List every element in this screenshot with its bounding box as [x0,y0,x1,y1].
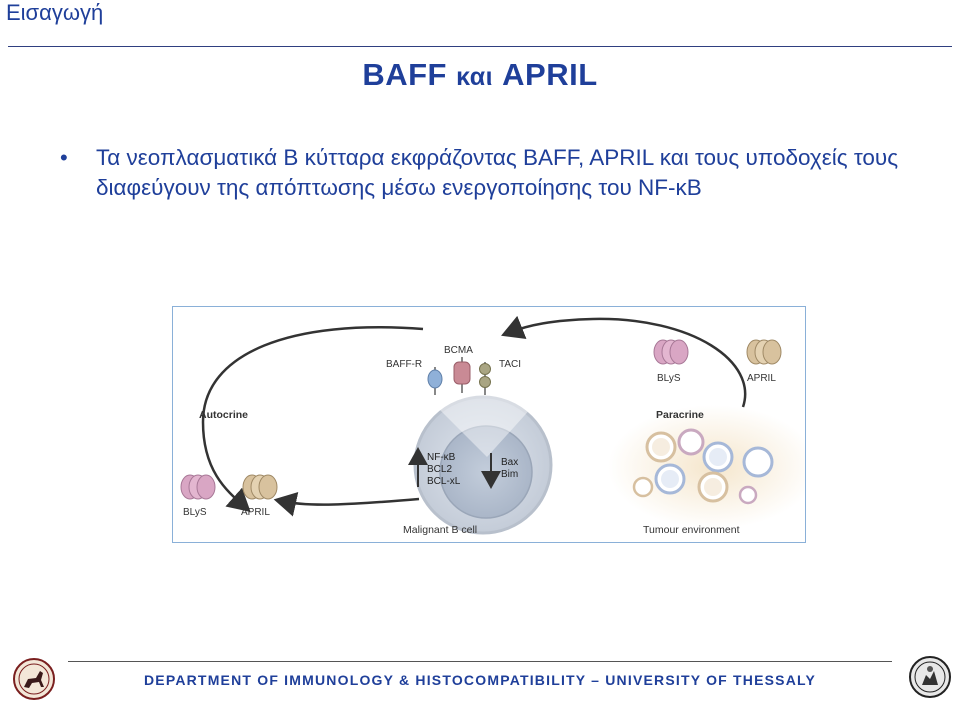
figure-diagram [173,307,805,542]
right-blys-label: BLyS [657,373,681,384]
baff-r-label: BAFF-R [386,359,423,370]
autocrine-arrow-return [281,499,419,505]
malignant-b-cell-label: Malignant B cell [403,524,478,536]
baff-april-figure [172,306,806,543]
left-april-label: APRIL [241,507,270,518]
bim-label: Bim [501,469,519,480]
bullet-dot-icon: • [60,145,68,170]
right-blys-trimer [654,340,688,364]
bcma-receptor [454,357,470,393]
slide-title [0,57,960,93]
title-part-1: BAFF [362,57,457,92]
taci-receptor [480,362,491,395]
title-part-3: APRIL [493,57,598,92]
autocrine-label: Autocrine [199,409,249,421]
bclxl-label: BCL-xL [427,476,461,487]
bax-label: Bax [501,457,519,468]
right-april-trimer [747,340,781,364]
footer-divider [68,661,892,662]
university-seal-icon [908,655,952,699]
title-part-2: και [456,63,494,91]
taci-label: TACI [499,359,522,370]
left-blys-trimer [181,475,215,499]
bullet-text: Τα νεοπλασματικά Β κύτταρα εκφράζοντας BAFF, APRIL και τους υποδοχείς τους διαφεύγουν της απόπτωσης μέσω ενεργοποίησης του NF-κB [96,145,899,200]
bcl2-label: BCL2 [427,464,453,475]
top-divider [8,46,952,47]
footer-department: DEPARTMENT OF IMMUNOLOGY & HISTOCOMPATIBILITY – UNIVERSITY OF THESSALY [143,672,817,688]
tumour-environment-label: Tumour environment [643,524,740,536]
bullet-item [60,143,920,203]
left-blys-label: BLyS [183,507,207,518]
right-april-label: APRIL [747,373,776,384]
paracrine-arrow [508,319,745,407]
baff-r-receptor [428,367,442,395]
paracrine-label: Paracrine [656,409,704,421]
bcma-label: BCMA [444,345,473,356]
nfkb-label: NF-κB [427,452,456,463]
section-title: Εισαγωγή [6,0,104,25]
left-april-trimer [243,475,277,499]
